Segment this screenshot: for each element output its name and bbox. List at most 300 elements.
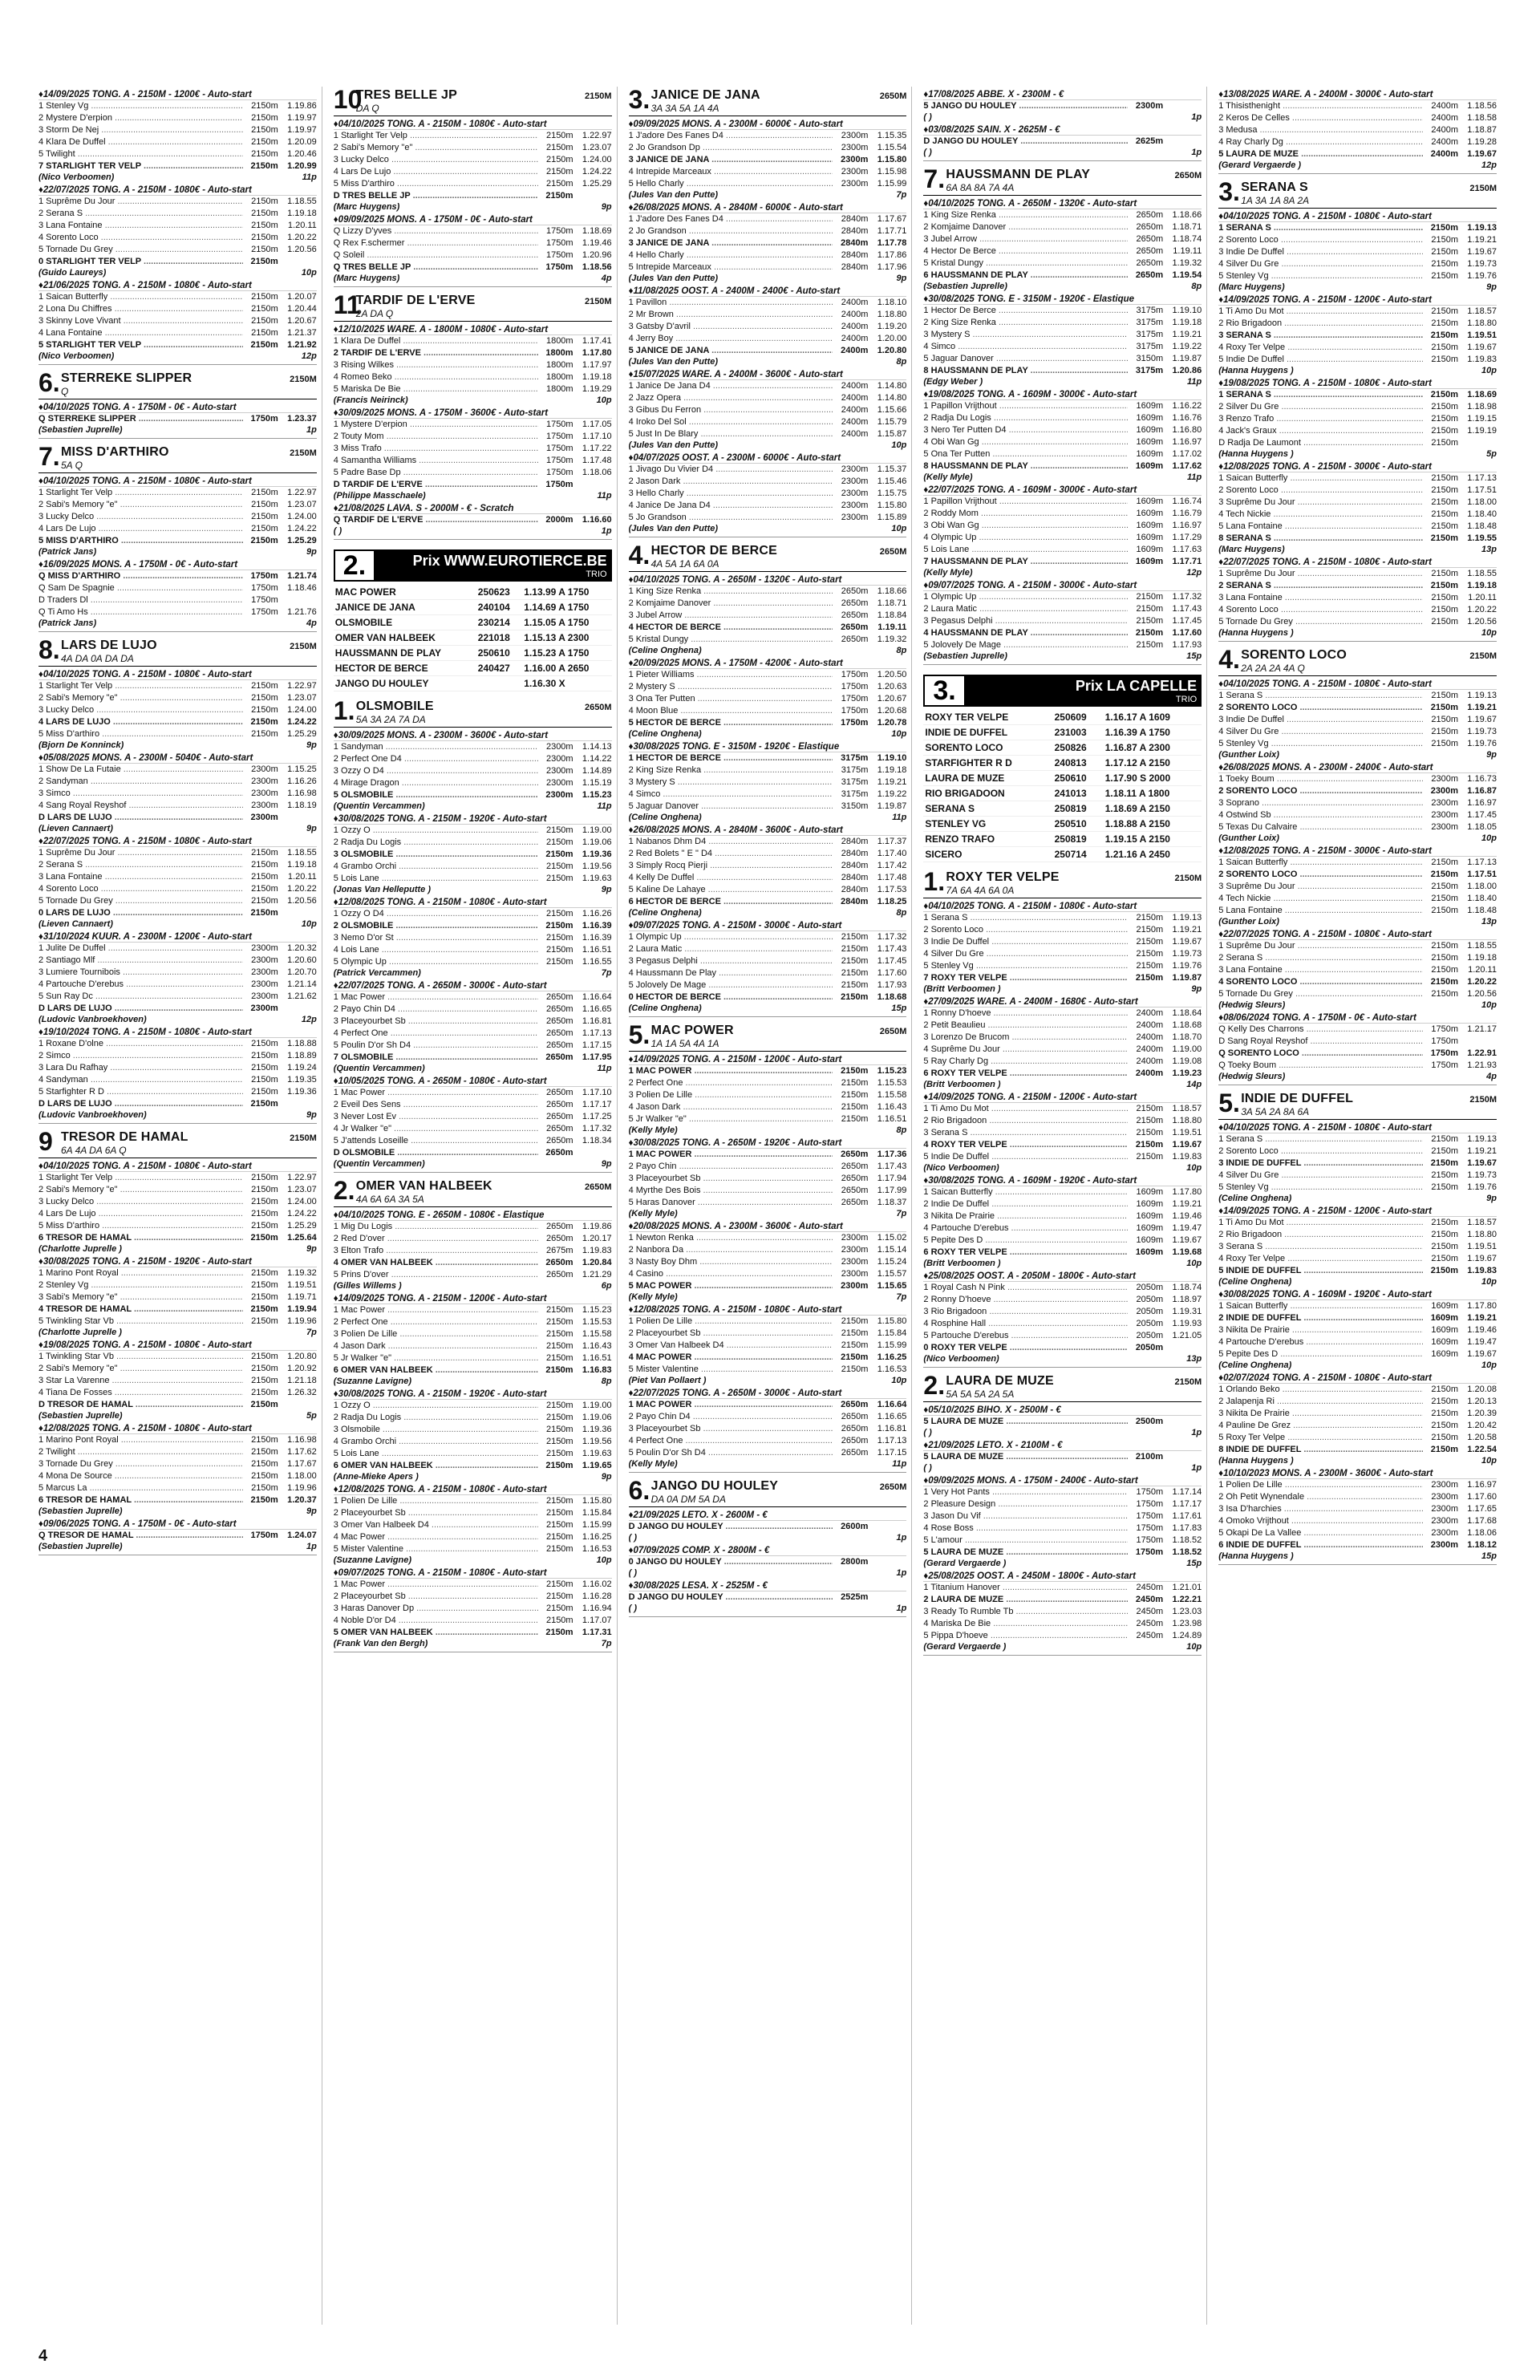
result-row bbox=[923, 1115, 1202, 1127]
result-time: 1.19.11 bbox=[1173, 246, 1202, 256]
result-row bbox=[1218, 1133, 1497, 1145]
race-header: ♦ 04/07/2025 OOST. A - 2300M - 6000€ - Auto-start bbox=[629, 453, 907, 464]
result-row bbox=[629, 1521, 907, 1533]
result-name: 3 Nikita De Prairie ..... bbox=[1218, 1324, 1423, 1336]
driver-name: (Marc Huygens) bbox=[1218, 545, 1285, 554]
result-row bbox=[629, 154, 907, 166]
result-distance: 2150m bbox=[251, 209, 278, 218]
result-name: 4 Janice De Jana D4 ..... bbox=[629, 500, 833, 512]
result-time: 1.19.18 bbox=[1467, 581, 1497, 590]
result-name: 3 Jubel Arrow ..... bbox=[629, 610, 833, 622]
race-block bbox=[923, 1441, 1202, 1473]
horse-form: Q bbox=[61, 386, 69, 397]
result-name: 4 Rose Boss ..... bbox=[923, 1522, 1128, 1535]
result-distance: 2050m bbox=[1136, 1283, 1164, 1292]
result-name: 5 OLSMOBILE ..... bbox=[334, 789, 538, 801]
result-name: D TRES BELLE JP ..... bbox=[334, 190, 538, 202]
result-name: D TRESOR DE HAMAL ..... bbox=[38, 1399, 243, 1411]
race-footer bbox=[1218, 750, 1497, 760]
result-row bbox=[334, 944, 612, 956]
result-name: 3 Simco ..... bbox=[38, 788, 243, 800]
result-time: 1.16.25 bbox=[582, 1532, 612, 1542]
result-time: 1.18.12 bbox=[1467, 1540, 1497, 1550]
driver-name: (Celine Onghena) bbox=[628, 1003, 702, 1013]
result-time: 1.15.84 bbox=[877, 1328, 907, 1338]
race-footer bbox=[334, 968, 612, 978]
result-row bbox=[923, 972, 1202, 984]
result-row bbox=[629, 598, 907, 610]
result-row bbox=[923, 1139, 1202, 1151]
result-time: 1.18.10 bbox=[877, 298, 907, 307]
result-distance: 2150m bbox=[1431, 691, 1458, 700]
race-block bbox=[629, 659, 907, 739]
field-size: 9p bbox=[306, 1110, 317, 1120]
result-time: 1.16.02 bbox=[582, 1579, 612, 1589]
result-distance: 2150m bbox=[1431, 882, 1458, 891]
result-name: 1 Roxane D'olne ..... bbox=[38, 1038, 243, 1050]
result-time: 1.17.86 bbox=[877, 250, 907, 260]
prix-horse-name: HAUSSMANN DE PLAY bbox=[334, 646, 476, 661]
result-distance: 1609m bbox=[1135, 1247, 1164, 1257]
race-footer bbox=[923, 1559, 1202, 1568]
driver-name: (Celine Onghena) bbox=[1218, 1277, 1292, 1287]
race-header: ♦ 30/09/2025 MONS. A - 1750M - 3600€ - Auto-start bbox=[334, 408, 612, 419]
result-time: 1.19.67 bbox=[1467, 1349, 1497, 1359]
race-block bbox=[923, 1271, 1202, 1364]
result-time: 1.23.07 bbox=[287, 693, 317, 703]
result-row bbox=[1218, 472, 1497, 485]
result-distance: 2150m bbox=[251, 197, 278, 206]
result-row bbox=[334, 467, 612, 479]
result-name: 1 Royal Cash N Pink ..... bbox=[923, 1282, 1128, 1294]
horse-number: 5. bbox=[1218, 1089, 1240, 1117]
result-name: 2 Placeyourbet Sb ..... bbox=[334, 1507, 538, 1519]
result-time: 1.17.36 bbox=[877, 1149, 907, 1159]
result-time: 1.19.67 bbox=[1172, 1140, 1202, 1149]
result-distance: 2525m bbox=[841, 1592, 869, 1602]
race-distance: 2650M bbox=[879, 1027, 907, 1036]
field-size: 13p bbox=[1186, 1354, 1202, 1364]
result-time: 1.19.83 bbox=[1467, 1266, 1497, 1275]
driver-name: (Nico Verboomen) bbox=[38, 351, 115, 361]
result-row bbox=[629, 1316, 907, 1328]
result-row bbox=[629, 884, 907, 896]
result-row bbox=[629, 776, 907, 789]
race-header: ♦ 25/08/2025 OOST. A - 2450M - 1800€ - Auto-start bbox=[923, 1571, 1202, 1582]
result-distance: 2150m bbox=[841, 1066, 869, 1076]
result-time: 1.17.10 bbox=[582, 432, 612, 441]
result-distance: 2300m bbox=[1430, 1540, 1458, 1550]
result-distance: 2650m bbox=[545, 1222, 573, 1231]
horse-number: 4. bbox=[1218, 645, 1240, 674]
result-time: 1.20.42 bbox=[1467, 1421, 1497, 1430]
result-row bbox=[923, 1535, 1202, 1547]
race-block bbox=[38, 281, 317, 361]
result-distance: 2300m bbox=[1431, 1480, 1458, 1490]
result-row bbox=[1218, 1479, 1497, 1491]
result-name: 4 Lana Fontaine ..... bbox=[38, 327, 243, 339]
driver-name: (Sebastien Juprelle) bbox=[38, 425, 123, 435]
result-time: 1.19.22 bbox=[877, 789, 907, 799]
result-row bbox=[334, 262, 612, 274]
race-header: ♦ 14/09/2025 TONG. A - 2150M - 1200€ - Auto-start bbox=[1218, 1206, 1497, 1217]
result-row bbox=[923, 912, 1202, 924]
result-distance: 2650m bbox=[545, 1124, 573, 1133]
result-time: 1.15.14 bbox=[877, 1245, 907, 1255]
result-row bbox=[38, 1086, 317, 1098]
result-distance: 2150m bbox=[1136, 604, 1164, 614]
result-distance: 2400m bbox=[841, 405, 869, 415]
result-row bbox=[923, 1282, 1202, 1294]
result-time: 1.18.55 bbox=[1467, 941, 1497, 951]
horse-name-wrap bbox=[61, 1130, 290, 1156]
field-size: 7p bbox=[306, 1328, 317, 1337]
result-name: 2 Roddy Mom ..... bbox=[923, 508, 1128, 520]
result-name: 2 Sorento Loco ..... bbox=[923, 924, 1128, 936]
result-time bbox=[278, 1098, 317, 1110]
race-header: ♦ 21/09/2025 LETO. X - 2600M - € bbox=[629, 1510, 907, 1521]
result-distance: 2650m bbox=[545, 1112, 573, 1121]
race-footer bbox=[334, 1472, 612, 1482]
result-name: 4 Sandyman ..... bbox=[38, 1074, 243, 1086]
result-time: 1.17.60 bbox=[877, 968, 907, 978]
result-name: 2 King Size Renka ..... bbox=[629, 764, 833, 776]
result-row bbox=[1218, 112, 1497, 124]
prix-horse-name: RENZO TRAFO bbox=[923, 832, 1052, 847]
result-row bbox=[38, 1220, 317, 1232]
result-name: 2 TARDIF DE L'ERVE ..... bbox=[334, 347, 538, 359]
race-footer bbox=[923, 1259, 1202, 1268]
result-time: 1.19.32 bbox=[1172, 258, 1202, 268]
result-time: 1.17.53 bbox=[877, 885, 907, 894]
result-distance: 2150m bbox=[545, 1532, 573, 1542]
result-name: 5 Roxy Ter Velpe ..... bbox=[1218, 1432, 1423, 1444]
result-time: 1.16.60 bbox=[582, 515, 612, 525]
result-row bbox=[1218, 1060, 1497, 1072]
horse-name-wrap bbox=[1241, 180, 1469, 206]
race-block bbox=[1218, 846, 1497, 926]
result-distance: 2840m bbox=[841, 226, 869, 236]
result-time: 1.20.50 bbox=[877, 670, 907, 679]
horse-name-wrap bbox=[651, 544, 880, 570]
result-distance: 2600m bbox=[841, 1522, 869, 1531]
result-name: 3 Jubel Arrow ..... bbox=[923, 233, 1128, 245]
result-name: Q SORENTO LOCO ..... bbox=[1218, 1048, 1423, 1060]
result-distance: 1750m bbox=[1431, 1060, 1458, 1070]
race-block bbox=[334, 1568, 612, 1648]
result-time: 1.19.83 bbox=[1172, 1152, 1202, 1162]
continued-results bbox=[923, 87, 1202, 161]
result-distance: 1750m bbox=[251, 595, 278, 605]
result-time: 1.19.94 bbox=[287, 1304, 317, 1314]
prix-subtitle: TRIO bbox=[1175, 694, 1198, 704]
result-row bbox=[923, 1032, 1202, 1044]
result-time: 1.16.97 bbox=[1467, 1480, 1497, 1490]
result-name: 2 Rio Brigadoon ..... bbox=[923, 1115, 1128, 1127]
result-row bbox=[629, 428, 907, 440]
result-distance: 2150m bbox=[1431, 569, 1458, 578]
result-name: 5 Tornade Du Grey ..... bbox=[38, 895, 243, 907]
result-distance: 2500m bbox=[1135, 1417, 1164, 1426]
result-time: 1.24.89 bbox=[1172, 1631, 1202, 1640]
result-time: 1.15.23 bbox=[582, 790, 612, 800]
result-name: 2 Komjaime Danover ..... bbox=[629, 598, 833, 610]
result-row bbox=[1218, 389, 1497, 401]
result-row bbox=[923, 1294, 1202, 1306]
result-row bbox=[629, 309, 907, 321]
result-name: 5 Miss D'arthiro ..... bbox=[334, 178, 538, 190]
result-row bbox=[923, 1510, 1202, 1522]
race-header: ♦ 17/08/2025 ABBE. X - 2300M - € bbox=[923, 90, 1202, 100]
horse-entry bbox=[1218, 1090, 1497, 1565]
result-row bbox=[38, 208, 317, 220]
prix-row bbox=[923, 801, 1202, 817]
horse-name: JANGO DU HOULEY bbox=[650, 1479, 779, 1493]
result-row bbox=[923, 1498, 1202, 1510]
result-distance: 2150m bbox=[1430, 223, 1458, 233]
result-time: 1.17.78 bbox=[877, 238, 907, 248]
result-distance: 2150m bbox=[1136, 913, 1164, 922]
horse-entry bbox=[629, 1022, 907, 1473]
result-name: 1 Toeky Boum ..... bbox=[1218, 773, 1423, 785]
race-header: ♦ 14/09/2025 TONG. A - 2150M - 1200€ - Auto-start bbox=[1218, 295, 1497, 306]
result-name: 1 Serana S ..... bbox=[1218, 1133, 1423, 1145]
result-time: 1.19.67 bbox=[1467, 149, 1497, 159]
result-row bbox=[629, 404, 907, 416]
result-time: 1.16.83 bbox=[582, 1365, 612, 1375]
result-name: 4 Suprême Du Jour ..... bbox=[923, 1044, 1128, 1056]
result-time: 1.19.00 bbox=[1172, 1044, 1202, 1054]
result-row bbox=[923, 1198, 1202, 1210]
result-time: 1.17.48 bbox=[582, 456, 612, 465]
result-name: 2 Placeyourbet Sb ..... bbox=[334, 1591, 538, 1603]
result-name: 1 Starlight Ter Velp ..... bbox=[334, 130, 538, 142]
result-time: 1.18.57 bbox=[1172, 1104, 1202, 1113]
race-block bbox=[38, 1028, 317, 1120]
result-row bbox=[1218, 401, 1497, 413]
result-time bbox=[278, 594, 317, 606]
race-block bbox=[38, 185, 317, 278]
result-name: 1 SERANA S ..... bbox=[1218, 389, 1423, 401]
result-row bbox=[1218, 1348, 1497, 1360]
driver-name: (Frank Van den Bergh) bbox=[333, 1639, 428, 1648]
result-name: 1 Hector De Berce ..... bbox=[923, 305, 1128, 317]
driver-name: (Hedwig Sleurs) bbox=[1218, 1000, 1286, 1010]
result-time: 1.20.84 bbox=[582, 1258, 612, 1267]
result-distance: 2150m bbox=[1136, 949, 1164, 959]
result-name: 4 Tiana De Fosses ..... bbox=[38, 1387, 243, 1399]
field-size: 9p bbox=[306, 1244, 317, 1254]
result-row bbox=[629, 297, 907, 309]
result-row bbox=[629, 752, 907, 764]
result-row bbox=[923, 1056, 1202, 1068]
result-name: 1 Ozzy O ..... bbox=[334, 825, 538, 837]
result-row bbox=[629, 166, 907, 178]
result-distance: 2150m bbox=[1431, 259, 1458, 269]
result-name: 3 Placeyourbet Sb ..... bbox=[629, 1173, 833, 1185]
race-distance: 2650M bbox=[584, 1182, 612, 1192]
field-size: 10p bbox=[891, 1376, 907, 1385]
result-row bbox=[923, 317, 1202, 329]
result-time bbox=[278, 1003, 317, 1015]
result-row bbox=[38, 1184, 317, 1196]
driver-name: (Celine Onghena) bbox=[628, 729, 702, 739]
result-distance: 1750m bbox=[545, 238, 573, 248]
result-row bbox=[629, 1197, 907, 1209]
result-row bbox=[38, 1434, 317, 1446]
prix-title-wrap bbox=[966, 678, 1202, 704]
field-size: 7p bbox=[601, 1639, 612, 1648]
result-name: 4 Mirage Dragon ..... bbox=[334, 777, 538, 789]
result-time: 1.23.98 bbox=[1172, 1619, 1202, 1628]
result-distance: 2150m bbox=[1430, 330, 1458, 340]
result-distance: 2150m bbox=[545, 1425, 573, 1434]
driver-name: ( ) bbox=[923, 112, 932, 122]
result-time: 1.17.83 bbox=[1172, 1523, 1202, 1533]
result-distance: 2150m bbox=[250, 1400, 278, 1409]
result-name: 1 Polien De Lille ..... bbox=[1218, 1479, 1423, 1491]
result-distance: 2650m bbox=[841, 586, 869, 596]
field-size: 10p bbox=[891, 524, 907, 533]
driver-name: (Patrick Vercammen) bbox=[333, 968, 421, 978]
result-row bbox=[923, 1342, 1202, 1354]
result-row bbox=[334, 1495, 612, 1507]
result-time: 1.16.55 bbox=[582, 957, 612, 967]
result-row bbox=[923, 1416, 1202, 1428]
driver-name: (Jules Van den Putte) bbox=[628, 190, 719, 200]
result-name: 4 Hector De Berce ..... bbox=[923, 245, 1128, 257]
result-time: 1.24.22 bbox=[287, 1209, 317, 1218]
result-row bbox=[38, 100, 317, 112]
horse-name-wrap bbox=[946, 870, 1174, 896]
result-time: 1.17.07 bbox=[582, 1616, 612, 1625]
result-time: 1.16.74 bbox=[1172, 497, 1202, 506]
race-footer bbox=[334, 1555, 612, 1565]
result-row bbox=[334, 1424, 612, 1436]
result-time: 1.21.18 bbox=[287, 1376, 317, 1385]
prix-record: 1.17.12 A 2150 bbox=[1104, 756, 1202, 771]
race-header: ♦ 26/08/2025 MONS. A - 2840M - 3600€ - Auto-start bbox=[629, 825, 907, 836]
column-1 bbox=[38, 87, 322, 2325]
result-row bbox=[38, 244, 317, 256]
result-distance: 2300m bbox=[841, 179, 869, 189]
result-name: D OLSMOBILE ..... bbox=[334, 1147, 538, 1159]
result-name: 4 Perfect One ..... bbox=[629, 1435, 833, 1447]
horse-name: INDIE DE DUFFEL bbox=[1241, 1092, 1354, 1105]
result-time: 1.15.66 bbox=[877, 405, 907, 415]
result-distance: 2150m bbox=[251, 1063, 278, 1072]
result-time: 1.20.68 bbox=[877, 706, 907, 716]
race-block bbox=[629, 120, 907, 200]
result-name: 3 Ona Ter Putten ..... bbox=[629, 693, 833, 705]
result-name: 5 Tornade Du Grey ..... bbox=[1218, 988, 1423, 1000]
result-distance: 1750m bbox=[545, 480, 573, 489]
result-row bbox=[38, 220, 317, 232]
result-distance: 1750m bbox=[841, 694, 869, 703]
result-distance: 2150m bbox=[1136, 616, 1164, 626]
result-name: 2 Mystery S ..... bbox=[629, 681, 833, 693]
result-row bbox=[38, 1482, 317, 1494]
result-row bbox=[334, 873, 612, 885]
result-time: 1.19.21 bbox=[1172, 1199, 1202, 1209]
result-distance: 2650m bbox=[841, 1162, 869, 1171]
result-name: 5 Lois Lane ..... bbox=[334, 873, 538, 885]
result-distance: 2650m bbox=[545, 1040, 573, 1050]
field-size: 6p bbox=[601, 1281, 612, 1291]
result-distance: 1750m bbox=[250, 414, 278, 424]
result-row bbox=[1218, 702, 1497, 714]
result-row bbox=[334, 455, 612, 467]
result-time: 1.18.00 bbox=[287, 1471, 317, 1481]
result-name: 4 Casino ..... bbox=[629, 1268, 833, 1280]
result-distance: 1609m bbox=[1136, 413, 1164, 423]
result-distance: 2650m bbox=[841, 1448, 869, 1458]
result-name: 1 Saican Butterfly ..... bbox=[1218, 1300, 1423, 1312]
result-row bbox=[1218, 306, 1497, 318]
horse-header bbox=[38, 1129, 317, 1158]
result-name: 4 Silver Du Gre ..... bbox=[923, 948, 1128, 960]
result-name: 6 OMER VAN HALBEEK ..... bbox=[334, 1364, 538, 1377]
result-time: 1.19.96 bbox=[287, 1316, 317, 1326]
race-footer bbox=[629, 908, 907, 918]
result-distance: 2150m bbox=[251, 681, 278, 691]
result-distance: 2150m bbox=[251, 848, 278, 858]
result-distance: 2150m bbox=[841, 1352, 869, 1362]
result-distance: 1609m bbox=[1136, 1211, 1164, 1221]
result-distance: 1750m bbox=[545, 432, 573, 441]
race-header: ♦ 05/08/2025 MONS. A - 2300M - 5040€ - Auto-start bbox=[38, 753, 317, 764]
result-row bbox=[334, 741, 612, 753]
result-name: 2 Mr Brown ..... bbox=[629, 309, 833, 321]
result-name: 5 LAURA DE MUZE ..... bbox=[923, 1451, 1128, 1463]
result-time: 1.17.93 bbox=[877, 980, 907, 990]
result-distance: 2150m bbox=[251, 1447, 278, 1457]
result-name: 1 Saican Butterfly ..... bbox=[1218, 857, 1423, 869]
result-distance: 2300m bbox=[1431, 822, 1458, 832]
result-distance: 2150m bbox=[251, 1197, 278, 1206]
result-name: 3 Miss Trafo ..... bbox=[334, 443, 538, 455]
result-row bbox=[629, 622, 907, 634]
result-time: 1.15.80 bbox=[877, 155, 907, 164]
result-name: 1 Starlight Ter Velp ..... bbox=[38, 487, 243, 499]
race-block bbox=[1218, 1290, 1497, 1370]
result-row bbox=[334, 1448, 612, 1460]
race-footer bbox=[38, 824, 317, 833]
result-distance: 2300m bbox=[251, 776, 278, 786]
driver-name: (Hedwig Sleurs) bbox=[1218, 1072, 1286, 1081]
result-time: 1.21.93 bbox=[1467, 1060, 1497, 1070]
result-row bbox=[38, 1172, 317, 1184]
race-footer bbox=[1218, 1551, 1497, 1561]
result-name: 3 Rio Brigadoon ..... bbox=[923, 1306, 1128, 1318]
result-time: 1.16.73 bbox=[1467, 774, 1497, 784]
result-name: 5 Partouche D'erebus ..... bbox=[923, 1330, 1128, 1342]
result-name: 2 Sabi's Memory "e" ..... bbox=[38, 692, 243, 704]
result-name: 4 Mariska De Bie ..... bbox=[923, 1618, 1128, 1630]
result-time: 1.16.94 bbox=[582, 1604, 612, 1613]
result-time: 1.19.56 bbox=[582, 862, 612, 871]
prix-ranking-table bbox=[334, 585, 612, 691]
result-name: 2 Sabi's Memory "e" ..... bbox=[38, 1363, 243, 1375]
driver-name: (Charlotte Juprelle ) bbox=[38, 1328, 122, 1337]
result-name: 3 Nasty Boy Dhm ..... bbox=[629, 1256, 833, 1268]
result-name: 4 TRESOR DE HAMAL ..... bbox=[38, 1304, 243, 1316]
field-size: 14p bbox=[1186, 1080, 1202, 1089]
race-header: ♦ 22/07/2025 TONG. A - 2650M - 3000€ - Auto-start bbox=[629, 1389, 907, 1399]
result-row bbox=[38, 339, 317, 351]
field-size: 9p bbox=[1486, 750, 1497, 760]
result-distance: 3175m bbox=[1136, 342, 1164, 351]
